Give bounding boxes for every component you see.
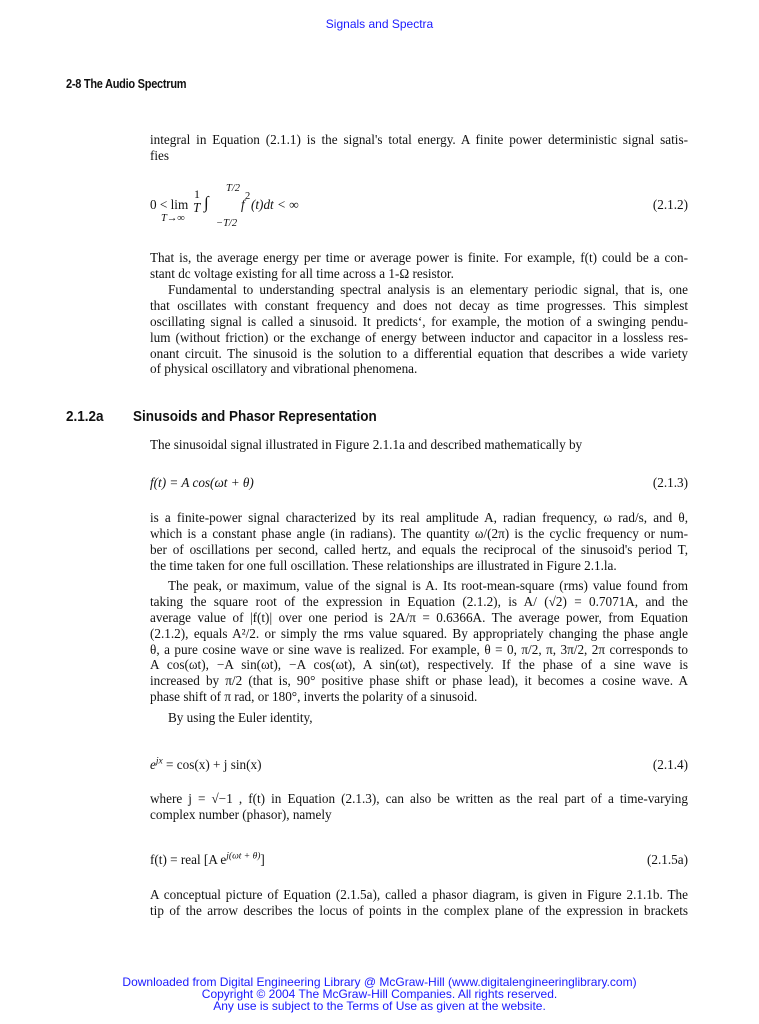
footer	[0, 976, 759, 1013]
text-line: (2.1.2), equals A²/2. or simply the rms value squared. By appropriately changing the phase angle	[150, 625, 688, 641]
text-line: Fundamental to understanding spectral analysis is an elementary periodic signal, that is, one	[168, 282, 688, 297]
text-line: onant circuit. The sinusoid is the solution to a differential equation that describes a wide variety	[150, 345, 688, 361]
equation-number: (2.1.5a)	[646, 852, 688, 867]
text-line: average value of |f(t)| over one period is 2A/π = 0.6366A. The average power, from Equation	[150, 609, 688, 625]
text-line: increased by π/2 (that is, 90° positive phase shift or phase lead), it becomes a cosine wave. A	[150, 673, 688, 689]
text-line: of physical oscillatory and vibrational phenomena.	[150, 361, 418, 377]
text-line: tip of the arrow describes the locus of points in the complex plane of the expression in brackets	[150, 902, 688, 918]
running-head: 2-8 The Audio Spectrum	[66, 77, 187, 91]
paragraph-6	[150, 578, 688, 705]
text-line: By using the Euler identity,	[168, 710, 313, 725]
text-line: integral in Equation (2.1.1) is the signal's total energy. A finite power deterministic signal satis-	[150, 132, 688, 147]
eq-upper-limit: T/2	[226, 183, 241, 194]
text-line: complex number (phasor), namely	[150, 806, 332, 822]
paragraph-4	[150, 437, 688, 453]
text-line: That is, the average energy per time or average power is finite. For example, f(t) could be a con-	[150, 250, 688, 265]
eq-lhs: f(t) = real [A e	[150, 852, 227, 867]
text-line: The sinusoidal signal illustrated in Figure 2.1.1a and described mathematically by	[150, 437, 583, 452]
footer-download-link[interactable]: Downloaded from Digital Engineering Library @ McGraw-Hill (www.digitalengineeringlibrary.com)	[122, 975, 637, 989]
text-line: that oscillates with constant frequency and does not decay as time progresses. This simplest	[150, 297, 688, 313]
section-number: 2.1.2a	[66, 408, 104, 425]
equation-2-1-2	[150, 183, 688, 229]
footer-terms-link[interactable]: Any use is subject to the Terms of Use as given at the website.	[213, 999, 546, 1014]
eq-lim-sub: T→∞	[161, 213, 185, 224]
paragraph-7	[150, 710, 688, 726]
eq-text: f(t) = A cos(ωt + θ)	[150, 475, 254, 490]
eq-rest: (t)dt < ∞	[251, 197, 299, 212]
text-line: lum (without friction) or the exchange of energy between inductor and capacitor in a lossless res-	[150, 329, 688, 345]
text-line: θ, a pure cosine wave or sine wave is realized. For example, θ = 0, π/2, π, 3π/2, 2π corresponds to	[150, 641, 688, 657]
text-line: A cos(ωt), −A sin(ωt), −A cos(ωt), A sin(ωt), respectively. If the phase of a sine wave is	[150, 657, 688, 673]
text-line: The peak, or maximum, value of the signal is A. Its root-mean-square (rms) value found from	[168, 578, 688, 593]
eq-integrand: f	[241, 197, 245, 212]
paragraph-1	[150, 132, 688, 164]
text-line: ber of oscillations per second, called hertz, and equals the reciprocal of the sinusoid's period T,	[150, 541, 688, 557]
eq-exponent: jx	[155, 756, 163, 767]
eq-frac-den: T	[193, 200, 201, 215]
equation-2-1-5a	[150, 851, 688, 869]
paragraph-3	[150, 282, 688, 377]
equation-2-1-4	[150, 756, 688, 774]
text-line: fies	[150, 147, 170, 163]
text-line: A conceptual picture of Equation (2.1.5a), called a phasor diagram, is given in Figure 2.1.1b. The	[150, 887, 688, 902]
paragraph-9	[150, 887, 688, 919]
text-line: oscillating signal is called a sinusoid. It predicts‘, for example, the motion of a swinging pendu-	[150, 313, 688, 329]
paragraph-8	[150, 791, 688, 823]
eq-rest: ]	[260, 852, 265, 867]
eq-exponent: j(ωt + θ)	[226, 851, 261, 862]
eq-square: 2	[245, 191, 251, 202]
paragraph-2	[150, 250, 688, 282]
eq-rest: = cos(x) + j sin(x)	[162, 757, 262, 772]
equation-number: (2.1.3)	[652, 475, 688, 490]
eq-lower-limit: −T/2	[216, 218, 238, 229]
integral-sign: ∫	[204, 193, 209, 212]
text-line: is a finite-power signal characterized by its real amplitude A, radian frequency, ω rad/s, and θ,	[150, 510, 688, 525]
text-line: stant dc voltage existing for all time across a 1-Ω resistor.	[150, 265, 454, 281]
section-title: Sinusoids and Phasor Representation	[133, 408, 377, 425]
equation-2-1-3	[150, 474, 688, 492]
eq-frac-num: 1	[194, 187, 200, 201]
footer-copyright: Copyright © 2004 The McGraw-Hill Companies. All rights reserved.	[201, 987, 558, 1002]
equation-number: (2.1.4)	[652, 757, 688, 772]
text-line: phase shift of π rad, or 180°, inverts the polarity of a sinusoid.	[150, 689, 478, 705]
eq-base: e	[150, 757, 156, 772]
text-line: which is a constant phase angle (in radians). The quantity ω/(2π) is the cyclic frequency or num-	[150, 525, 688, 541]
book-title-link[interactable]: Signals and Spectra	[325, 17, 434, 31]
equation-number: (2.1.2)	[652, 197, 688, 212]
text-line: the time taken for one full oscillation. These relationships are illustrated in Figure 2.1.la.	[150, 557, 617, 573]
paragraph-5	[150, 510, 688, 574]
eq-lhs: 0 < lim	[150, 197, 189, 212]
text-line: where j = √−1 , f(t) in Equation (2.1.3), can also be written as the real part of a time-varying	[150, 791, 688, 806]
text-line: taking the square root of the expression in Equation (2.1.2), is A/ (√2) = 0.7071A, and the	[150, 593, 688, 609]
